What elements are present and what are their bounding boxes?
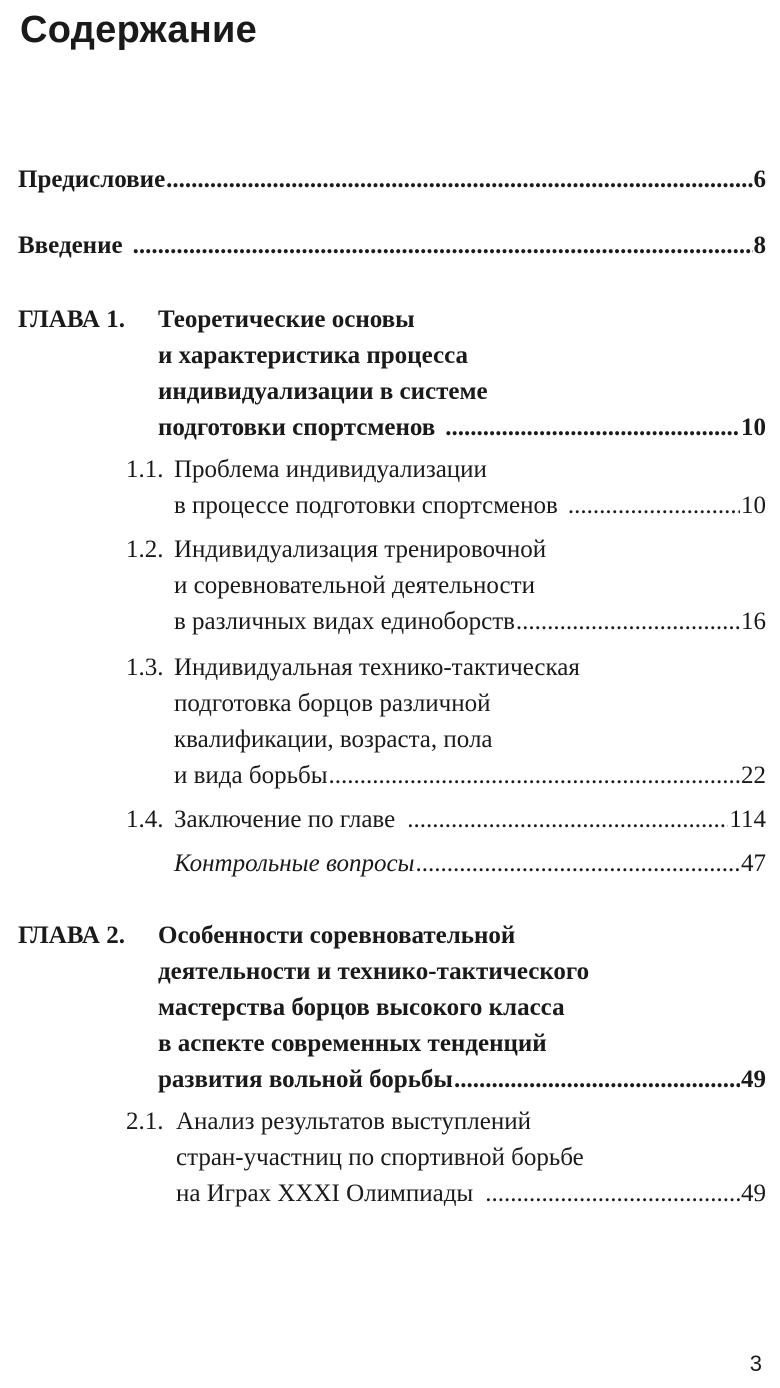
entry-line: индивидуализации в системе — [158, 378, 488, 405]
entry-line: квалификации, возраста, пола — [174, 726, 493, 753]
entry-line: стран-участниц по спортивной борьбе — [176, 1144, 584, 1171]
dot-leader — [329, 758, 740, 794]
entry-line: в аспекте современных тенденций — [158, 1030, 547, 1057]
entry-line: и характеристика процесса — [158, 342, 468, 369]
toc-entry-section-1-2[interactable] — [126, 532, 766, 640]
toc-entry-section-1-4[interactable] — [126, 802, 766, 838]
entry-title: Предисловие — [18, 166, 166, 193]
dot-leader — [133, 228, 753, 264]
dot-leader — [407, 802, 728, 838]
entry-line: развития вольной борьбы — [158, 1066, 453, 1093]
toc-entry-section-2-1[interactable] — [126, 1104, 766, 1212]
page-ref: 16 — [741, 608, 766, 635]
page-ref: 8 — [753, 232, 766, 259]
page-title: Содержание — [20, 9, 258, 51]
section-number: 1.3. — [126, 654, 164, 681]
entry-line: и вида борьбы — [174, 762, 328, 789]
page-ref: 49 — [741, 1180, 766, 1207]
toc-entry-section-1-3[interactable] — [126, 650, 766, 794]
section-number: 2.1. — [126, 1108, 164, 1135]
page-ref: 114 — [729, 806, 766, 833]
entry-line: Анализ результатов выступлений — [176, 1108, 532, 1135]
page-ref: 10 — [741, 492, 766, 519]
toc-entry-review-questions[interactable] — [174, 846, 766, 882]
page-ref: 6 — [753, 166, 766, 193]
section-number: 1.4. — [126, 806, 164, 833]
entry-line: и соревновательной деятельности — [174, 572, 535, 599]
entry-title: Введение — [18, 232, 123, 259]
entry-line: на Играх XXXI Олимпиады — [176, 1180, 474, 1207]
entry-line: подготовка борцов различной — [174, 690, 491, 717]
dot-leader — [445, 410, 740, 446]
toc-entry-chapter-2[interactable] — [18, 918, 766, 1098]
page-ref: 49 — [741, 1066, 766, 1093]
dot-leader — [516, 604, 740, 640]
entry-line: в различных видах единоборств — [174, 608, 515, 635]
dot-leader — [454, 1062, 740, 1098]
toc-entry-intro[interactable] — [18, 228, 766, 264]
entry-line: Индивидуализация тренировочной — [174, 536, 547, 563]
entry-line: деятельности и технико-тактического — [158, 958, 590, 985]
page-ref: 22 — [741, 762, 766, 789]
toc-entry-section-1-1[interactable] — [126, 452, 766, 524]
entry-line: мастерства борцов высокого класса — [158, 994, 565, 1021]
chapter-prefix: ГЛАВА 2. — [18, 922, 125, 949]
dot-leader — [166, 162, 752, 198]
entry-line: подготовки спортсменов — [158, 414, 436, 441]
dot-leader — [568, 488, 740, 524]
section-number: 1.2. — [126, 536, 164, 563]
toc-entry-chapter-1[interactable] — [18, 302, 766, 446]
entry-line: Теоретические основы — [158, 306, 415, 333]
entry-line: в процессе подготовки спортсменов — [174, 492, 558, 519]
entry-line: Проблема индивидуализации — [174, 456, 487, 483]
page-ref: 47 — [741, 850, 766, 877]
section-number: 1.1. — [126, 456, 164, 483]
dot-leader — [416, 846, 741, 882]
dot-leader — [485, 1176, 740, 1212]
chapter-prefix: ГЛАВА 1. — [18, 306, 125, 333]
page-number: 3 — [749, 1351, 762, 1376]
page-ref: 10 — [741, 414, 766, 441]
entry-line: Заключение по главе — [174, 806, 396, 833]
entry-line: Особенности соревновательной — [158, 922, 516, 949]
entry-line: Контрольные вопросы — [174, 850, 415, 877]
toc-entry-preface[interactable] — [18, 162, 766, 198]
entry-line: Индивидуальная технико-тактическая — [174, 654, 580, 681]
